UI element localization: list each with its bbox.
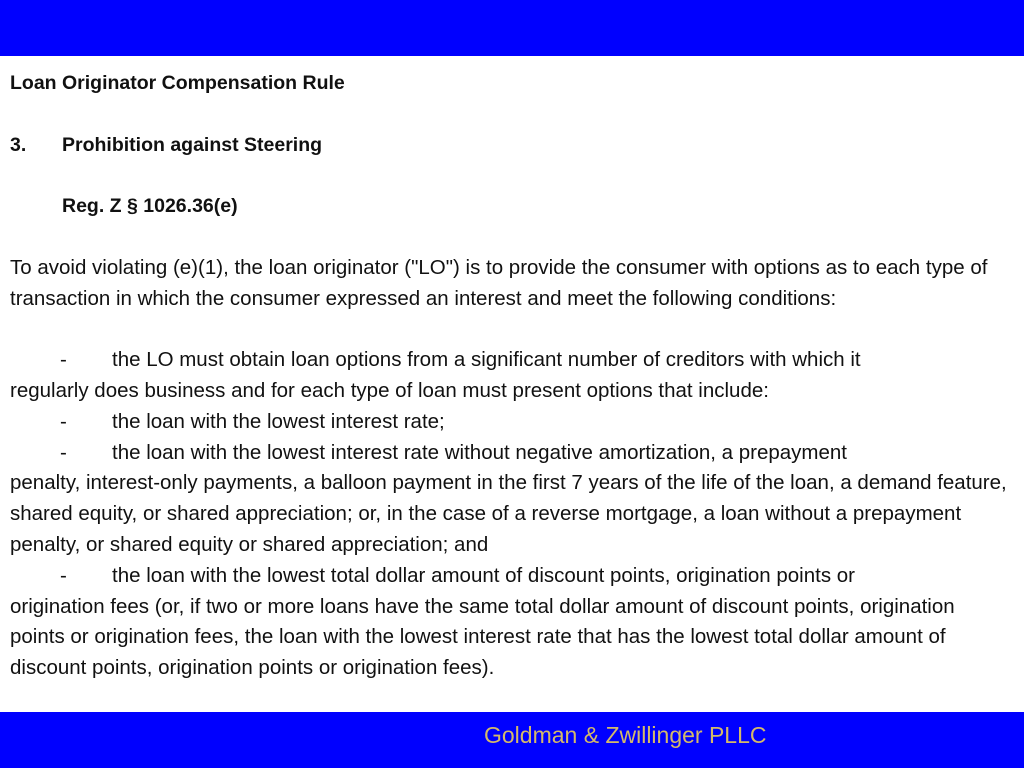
bullet-item xyxy=(10,438,1014,561)
bullet-marker: - xyxy=(60,409,67,433)
bullet-continuation: regularly does business and for each type of loan must present options that include: xyxy=(10,378,769,402)
top-banner xyxy=(0,0,1024,56)
bullet-continuation: origination fees (or, if two or more loans have the same total dollar amount of discount points, origination points or origination fees, the loan with the lowest interest rate that has the lowest total dollar amount of discount points, origination points or origination fees). xyxy=(10,594,955,680)
spacer xyxy=(10,314,1014,345)
bullet-marker: - xyxy=(60,440,67,464)
spacer xyxy=(10,160,1014,191)
bullet-marker: - xyxy=(60,563,67,587)
slide-content xyxy=(10,68,1014,684)
bullet-first-line: the loan with the lowest total dollar amount of discount points, origination points or xyxy=(112,563,855,587)
bullet-first-line: the LO must obtain loan options from a significant number of creditors with which it xyxy=(112,348,861,372)
spacer xyxy=(10,99,1014,130)
firm-name: Goldman & Zwillinger PLLC xyxy=(484,722,767,748)
spacer xyxy=(10,222,1014,253)
bullet-marker: - xyxy=(60,348,67,372)
regulation-citation: Reg. Z § 1026.36(e) xyxy=(62,195,238,218)
slide-title: Loan Originator Compensation Rule xyxy=(10,72,345,94)
bullet-item xyxy=(10,345,1014,407)
bullet-item xyxy=(10,407,1014,438)
section-heading xyxy=(10,130,1014,161)
bullet-item xyxy=(10,561,1014,684)
intro-paragraph: To avoid violating (e)(1), the loan originator ("LO") is to provide the consumer with options as to each type of transaction in which the consumer expressed an interest and meet the following conditions: xyxy=(10,255,988,310)
bullet-first-line: the loan with the lowest interest rate without negative amortization, a prepayment xyxy=(112,440,847,464)
bullet-first-line: the loan with the lowest interest rate; xyxy=(112,409,445,433)
section-number: 3. xyxy=(10,133,27,156)
bullet-continuation: penalty, interest-only payments, a balloon payment in the first 7 years of the life of the loan, a demand feature, shared equity, or shared appreciation; or, in the case of a reverse mortgage, a loan without a prepayment penalty, or shared equity or shared appreciation; and xyxy=(10,471,1007,556)
section-title: Prohibition against Steering xyxy=(62,133,323,156)
